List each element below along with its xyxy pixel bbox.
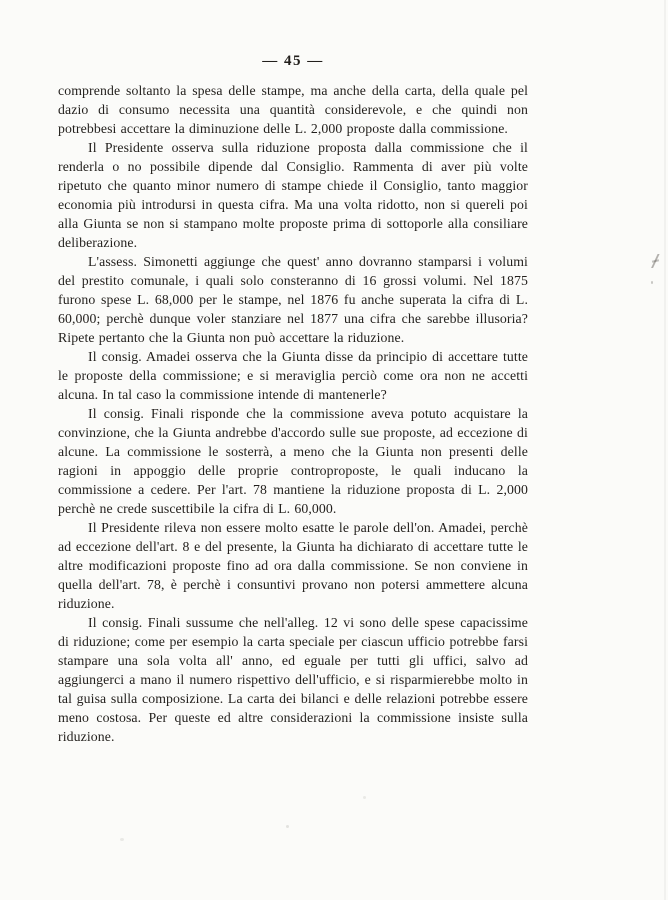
paragraph: Il consig. Amadei osserva che la Giunta disse da principio di accettare tutte le proposte della commissione; e si meraviglia perciò come ora non ne accetti alcuna. In tal caso la commissione intende di mantenerle? — [58, 349, 528, 402]
paragraph: Il Presidente osserva sulla riduzione proposta dalla commissione che il renderla o no possibile dipende dal Consiglio. Rammenta di aver più volte ripetuto che quanto minor numero di stampe chiede il Consiglio, tanto maggior economia più introdursi in questa cifra. Ma una volta ridotto, non si quereli poi alla Giunta se non si stampano molte proposte prima di sottoporle alla consiliare deliberazione. — [58, 140, 528, 250]
scan-speck — [651, 281, 653, 284]
paragraph: Il Presidente rileva non essere molto esatte le parole dell'on. Amadei, perchè ad eccezione dell'art. 8 e del presente, la Giunta ha dichiarato di accettare tutte le altre modificazioni proposte fino ad ora dalla commissione. Se non conviene in quella dell'art. 78, è perchè i consuntivi provano non potersi ammettere alcuna riduzione. — [58, 520, 528, 611]
paragraph: Il consig. Finali risponde che la commissione aveva potuto acquistare la convinzione, che la Giunta andrebbe d'accordo sulle sue proposte, ad eccezione di alcune. La commissione le sosterrà, a meno che la Giunta non presenti delle ragioni in appoggio delle proprie controproposte, le quali inducano la commissione a cedere. Per l'art. 78 mantiene la riduzione proposta di L. 2,000 perchè ne crede suscettibile la cifra di L. 60,000. — [58, 406, 528, 516]
paragraph: comprende soltanto la spesa delle stampe, ma anche della carta, della quale pel dazio di consumo necessita una quantità considerevole, e che quindi non potrebbesi accettare la diminuzione delle L. 2,000 proposte dalla commissione. — [58, 83, 528, 136]
page-edge-shadow — [664, 0, 666, 900]
scan-speck — [286, 825, 289, 828]
scan-speck — [120, 838, 124, 841]
scan-speck — [363, 796, 366, 799]
page-number: — 45 — — [262, 53, 324, 69]
paragraph: L'assess. Simonetti aggiunge che quest' anno dovranno stamparsi i volumi del prestito comunale, i quali solo consteranno di 16 grossi volumi. Nel 1875 furono spese L. 68,000 per le stampe, nel 1876 fu anche superata la cifra di L. 60,000; perchè dunque voler stanziare nel 1877 una cifra che sarebbe illusoria? Ripete pertanto che la Giunta non può accettare la riduzione. — [58, 254, 528, 345]
scan-mark — [650, 254, 660, 268]
paragraph: Il consig. Finali sussume che nell'alleg. 12 vi sono delle spese capacissime di riduzione; come per esempio la carta speciale per ciascun ufficio potrebbe farsi stampare una sola volta all' anno, ed eguale per tutti gli uffici, salvo ad aggiungerci a mano il numero rispettivo dell'ufficio, e si risparmierebbe molto in tal guisa sulla composizione. La carta dei bilanci e delle relazioni potrebbe essere meno costosa. Per queste ed altre considerazioni la commissione insiste sulla riduzione. — [58, 615, 528, 744]
text-block — [58, 81, 528, 746]
